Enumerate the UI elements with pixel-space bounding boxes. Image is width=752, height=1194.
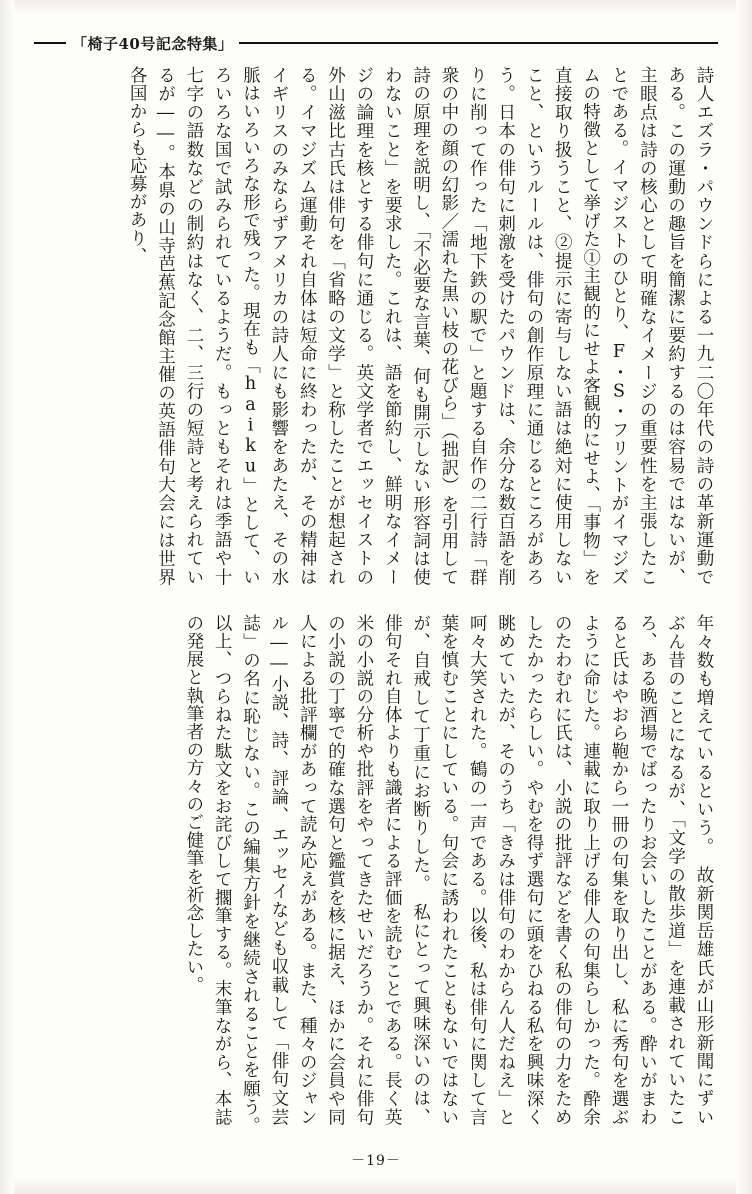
- body-paragraph-upper: 詩人エズラ・パウンドらによる一九二〇年代の詩の革新運動である。この運動の趣旨を簡潔に要約するのは容易ではないが、主眼点は詩の核心として明確なイメージの重要性を主張したことである。イマジストのひとり、F・S・フリントがイマジズムの特徴として挙げた①主観的にせよ客観的にせよ、「事物」を直接取り扱うこと、②提示に寄与しない語は絶対に使用しないこと、というルールは、俳句の創作原理に通じるところがあろう。日本の俳句に刺激を受けたパウンドは、余分な数百語を削りに削って作った「地下鉄の駅で」と題する自作の二行詩「群衆の中の顔の幻影／濡れた黒い枝の花びら」（拙訳）を引用して詩の原理を説明し、「不必要な言葉、何も開示しない形容詞は使わないこと」を要求した。これは、語を節約し、鮮明なイメージの論理を核とする俳句に通じる。英文学者でエッセイストの外山滋比古氏は俳句を「省略の文学」と称したことが想起される。イマジズム運動それ自体は短命に終わったが、その精神はイギリスのみならずアメリカの詩人にも影響をあたえ、その水脈はいろいろな形で残った。現在も「haiku」として、いろいろな国で試みられているようだ。もっともそれは季語や十七字の語数などの制約はなく、二、三行の短詩と考えられているが――。本県の山寺芭蕉記念館主催の英語俳句大会には世界各国からも応募があり、: [127, 66, 714, 586]
- page-edge-bottom: [0, 1178, 752, 1194]
- page-header: [34, 28, 718, 58]
- body-paragraph-lower: 年々数も増えているという。 故新関岳雄氏が山形新聞にずいぶん昔のことになるが、「文学の散歩道」を連載されていたころ、ある晩酒場でばったりお会いしたことがある。酔いがまわると氏はやおら鞄から一冊の句集を取り出し、私に秀句を選ぶように命じた。連載に取り上げる俳人の句集らしかった。酔余のたわむれに氏は、小説の批評などを書く私の俳句の力をためしたかったらしい。やむを得ず選句に頭をひねる私を興味深く眺めていたが、そのうち「きみは俳句のわからん人だねえ」と呵々大笑された。鶴の一声である。以後、私は俳句に関して言葉を慎むことにしている。句会に誘われたこともないではないが、自戒して丁重にお断りした。 私にとって興味深いのは、俳句それ自体よりも識者による評価を読むことである。長く英米の小説の分析や批評をやってきたせいだろうか。それに俳句の小説の丁寧で的確な選句と鑑賞を核に据え、ほかに会員や同人による批評欄があって読み応えがある。また、種々のジャンル――小説、詩、評論、エッセイなども収載して「俳句文芸誌」の名に恥じない。この編集方針を継続されることを願う。 以上、つらねた駄文をお詫びして擱筆する。末筆ながら、本誌の発展と執筆者の方々のご健筆を祈念したい。: [183, 614, 714, 1145]
- body-text-upper: [32, 66, 718, 586]
- page-number: －19－: [351, 1153, 401, 1169]
- header-title: 「椅子40号記念特集」: [72, 34, 234, 53]
- page-edge-top: [0, 0, 752, 14]
- body-text-lower: [32, 614, 718, 1145]
- page-edge-left: [0, 0, 14, 1194]
- header-rule-right: [239, 42, 718, 44]
- page-edge-right: [736, 0, 752, 1194]
- header-rule-left: [34, 42, 66, 44]
